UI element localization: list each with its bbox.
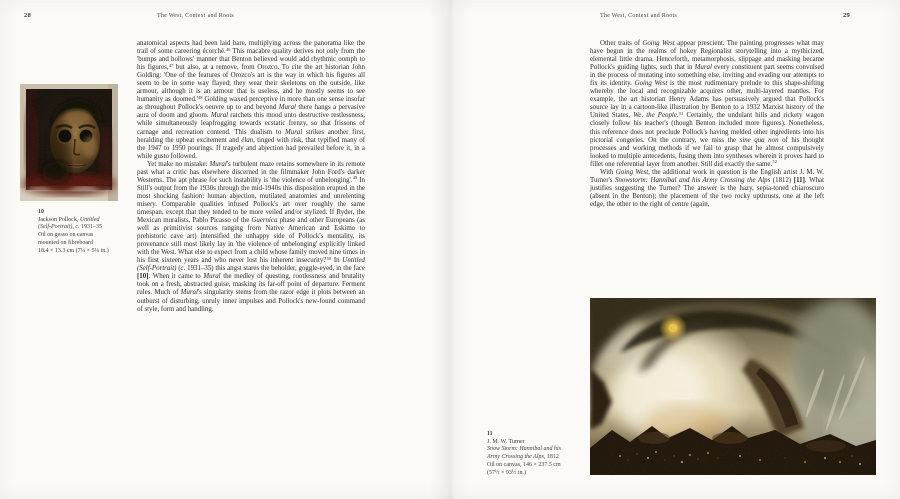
caption-line: Jackson Pollock, Untitled (38, 216, 100, 223)
body-paragraph: Yet make no mistake: Mural's turbulent maze retains somewhere in its remote past what a critic has elsewhere discerned in the filmmaker John Ford's darker Westerns. The apt phrase for such instability is 'the violence of unbelonging'.$^{49}$ In Still's output from the 1930s through the mid-1940s this disposition erupted in the most shocking fashion: human abjection, mutilated anatomies and unrelenting misery. Comparable qualities infused Pollock's art over roughly the same timespan, except that they tended to be more veiled and/or stylized. If Ryder, the Mexican muralists, Pablo Picasso of the Guernica phase and other Europeans (as well as primitivist sources ranging from Native American and Eskimo to prehistoric cave art) intensified the unhappy side of Pollock's mentality, its provenance still most likely lay in 'the violence of unbelonging' explicitly linked with the West. What else to expect from a child whose family moved nine times in his first sixteen years and who never lost his inherent insecurity?$^{50}$ In Untitled (Self-Portrait) (c. 1931–35) this angst stares the beholder, goggle-eyed, in the face [10]. When it came to Mural the medley of questing, rootlessness and brutality took on a fresh, abstracted guise, masking its far-off point of departure. Ferment rules. Much of Mural's singularity stems from the razor edge it plots between an outburst of disturbing, unruly inner impulses and Pollock's new-found command of style, form and handling. (137, 160, 366, 313)
caption-line: (57½ × 93½ in.) (487, 469, 527, 476)
caption-line: (Self-Portrait), c. 1931–35 (38, 224, 102, 231)
page-gutter-shadow (430, 0, 470, 499)
caption-line: Snow Storm: Hannibal and his (487, 446, 562, 453)
caption-line: 10 (38, 209, 44, 215)
left-text-column (137, 40, 365, 314)
body-paragraph: With Going West, the additional work in question is the English artist J. M. W. Turner's Snowstorm: Hannibal and his Army Crossing the Alps (1812) [11]. What justifies suggesting the Turner? The answer is the hazy, sepia-toned chiaroscuro (absent in the Benton); the placement of the two rocky upthrusts, one at the left edge, the other to the right of centre (again, (590, 168, 824, 208)
pollock-figure-caption (38, 209, 146, 255)
pollock-figure-image (20, 84, 118, 201)
caption-line: J. M. W. Turner (487, 438, 525, 445)
turner-figure-caption (487, 431, 589, 477)
caption-line: Oil on canvas, 146 × 237.5 cm (487, 461, 561, 468)
running-head-left: The West, Context and Roots (157, 12, 234, 19)
caption-line: Oil on gesso on canvas (38, 232, 94, 239)
caption-line: 11 (487, 431, 493, 437)
body-paragraph: Other traits of Going West appear prescient. The painting progresses what may have begun in the realms of hokey Regionalist storytelling into a mythicized, elemental little drama. Henceforth, metamorphosis, slippage and masking became Pollock's guiding lights, such that in Mural every constituent part seems convulsed in the process of mutating into something else, inviting and evading our attempts to fix its identity. Going West is the most rudimentary prelude to this shape-shifting whereby the local and recognizable acquires other, multi-layered mantles. For example, the art historian Henry Adams has persuasively argued that Pollock's source lay in a cartoon-like illustration by Benton to a 1932 Marxist history of the United States, We, the People.$^{51}$ Certainly, the undulant hills and rickety wagon closely follow his teacher's (though Benton included more figures). Nonetheless, this reference does not preclude Pollock's having melded other ingredients into his pictorial congeries. On the contrary, we miss the sine qua non of his thought processes and working methods if we fail to grasp that he almost compulsively looked to multiple antecedents, fusing them into syntheses wherein it proves hard to fillet one referential layer from another. Still did exactly the same.$^{52}$ (590, 40, 825, 168)
caption-line: mounted on fibreboard (38, 239, 93, 246)
right-text-column (590, 40, 824, 209)
body-paragraph: anatomical aspects had been laid bare, multiplying across the panorama like the trail of some careering écorché.$^{46}$ This macabre quality derives not only from the 'bumps and hollows' manner that Benton believed would add rhythmic oomph to his figures,$^{47}$ but also, at a remove, from Orozco. To cite the art historian John Golding: 'One of the features of Orozco's art is the way in which his figures all seem to be in some way flayed; they wear their skeletons on the outside, like armour, although it is an armour that is useless, and he mostly seems to see humanity as $doomed.'^{48}$ Golding waxed perceptive in more than one sense insofar as throughout Pollock's oeuvre up to and beyond Mural there hangs a pervasive aura of doom and gloom. Mural ratchets this mood unto destructive restlessness, while simultaneously leapfrogging towards ecstatic frenzy, so that frissons of carnage and recreation contend. This dualism to Mural strikes another first, heralding the upbeat excitement and élan, tinged with risk, that typified many of the 1947 to 1950 pourings. If tragedy and abjection had prevailed before it, in a while gusto followed. (137, 40, 365, 160)
page-number-right: 29 (843, 12, 850, 19)
caption-line: Army Crossing the Alps, 1812 (487, 454, 559, 461)
pollock-painting (20, 84, 118, 201)
turner-painting (590, 298, 876, 475)
turner-figure-image (590, 298, 876, 475)
caption-line: 18.4 × 13.3 cm (7¼ × 5¼ in.) (38, 247, 109, 254)
page-number-left: 28 (24, 12, 31, 19)
running-head-right: The West, Context and Roots (600, 12, 677, 19)
